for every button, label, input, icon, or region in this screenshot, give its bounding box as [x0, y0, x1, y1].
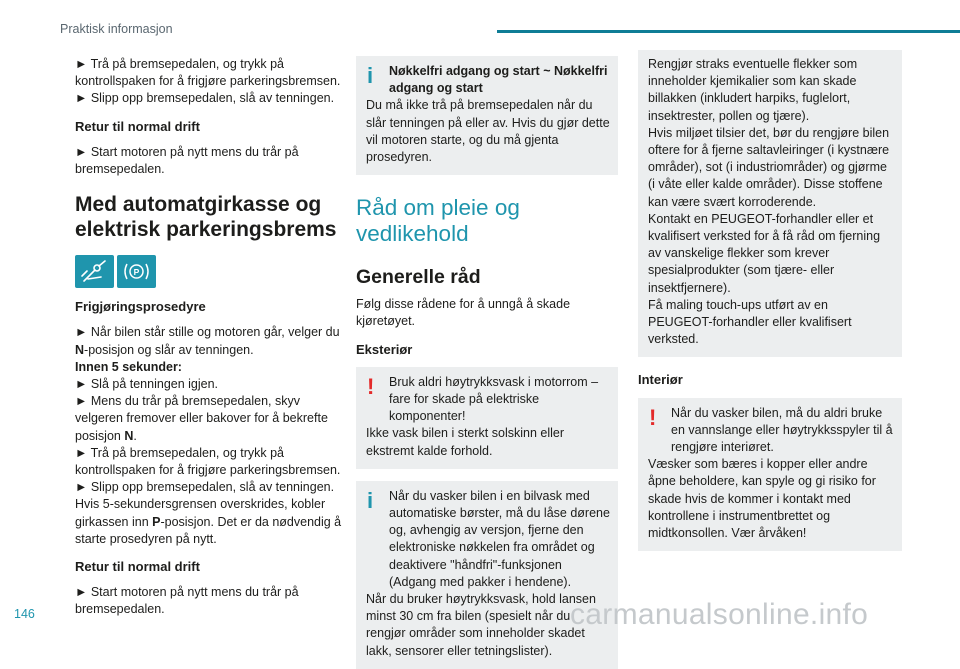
warning-text-2: Ikke vask bilen i sterkt solskinn eller ekstremt kalde forhold. [366, 426, 564, 458]
icon-row [75, 255, 343, 288]
parking-brake-icon [117, 255, 156, 288]
stains-text-1: Rengjør straks eventuelle flekker som inneholder kjemikalier som kan skade billakken (inkludert harpiks, fuglelort, insektrester, pollen og tjære). [648, 57, 858, 123]
intro-text: Følg disse rådene for å unngå å skade kjøretøyet. [356, 297, 571, 329]
step-restart-engine-2: ► Start motoren på nytt mens du trår på bremsepedalen. [75, 585, 299, 617]
step-release-brake-2: ► Trå på bremsepedalen, og trykk på kontrollspaken for å frigjøre parkeringsbremsen. [75, 445, 341, 478]
warning-icon: ! [367, 373, 375, 399]
subheading-interior: Interiør [638, 372, 683, 388]
within-5-seconds: Innen 5 sekunder: [75, 359, 182, 374]
column-1 [75, 56, 343, 619]
subheading-exterior: Eksteriør [356, 341, 413, 357]
svg-text:P: P [133, 267, 140, 278]
step-ignition-off-2: ► Slipp opp bremsepedalen, slå av tenningen. [75, 480, 335, 495]
heading-care-maintenance: Råd om pleie og vedlikehold [356, 195, 520, 247]
watermark: carmanualsonline.info [570, 598, 869, 631]
column-2 [356, 56, 618, 669]
subheading-release-procedure: Frigjøringsprosedyre [75, 299, 206, 315]
warning-box-interior [638, 398, 902, 552]
stains-text-4: Få maling touch-ups utført av en PEUGEOT-forhandler eller kvalifisert verksted. [648, 297, 852, 347]
info-text-2: Når du bruker høytrykksvask, hold lansen minst 30 cm fra bilen (spesielt når du rengjør områder som inneholder skadet lakk, sensorer eller tetningslister). [366, 592, 596, 658]
info-box-title: Nøkkelfri adgang og start ~ Nøkkelfri adgang og start [389, 64, 608, 96]
info-box-car-wash [356, 481, 618, 669]
step-confirm-n: ► Mens du trår på bremsepedalen, skyv velgeren fremover eller bakover for å bekrefte posisjon N. [75, 394, 328, 443]
info-box-text: Du må ikke trå på bremsepedalen når du slår tenningen på eller av. Hvis du gjør dette vil motoren starte, og du må gjenta prosedyren. [366, 98, 610, 165]
warning-icon: ! [649, 404, 657, 430]
timeout-note: Hvis 5-sekundersgrensen overskrides, kobler girkassen inn P-posisjon. Det er da nødvendig å starte prosedyren på nytt. [75, 497, 342, 546]
step-release-brake: ► Trå på bremsepedalen, og trykk på kontrollspaken for å frigjøre parkeringsbremsen. [75, 57, 341, 89]
step-ignition-off: ► Slipp opp bremsepedalen, slå av tenningen. [75, 91, 335, 106]
step-ignition-on: ► Slå på tenningen igjen. [75, 377, 219, 392]
stains-text-3: Kontakt en PEUGEOT-forhandler eller et kvalifisert verksted for å få råd om fjerning av vanskelige flekker som krever spesialprodukter (som tjære- eller insektfjernere). [648, 211, 881, 295]
page-number: 146 [14, 607, 35, 621]
gearbox-icon [75, 255, 114, 288]
step-select-n: ► Når bilen står stille og motoren går, velger du N-posisjon og slår av tenningen. [75, 325, 340, 357]
column-3 [638, 50, 902, 551]
section-title: Praktisk informasjon [60, 22, 173, 36]
subheading-return-normal-2: Retur til normal drift [75, 559, 200, 575]
info-box-stains [638, 50, 902, 357]
warning-text-1: Bruk aldri høytrykksvask i motorrom – fare for skade på elektriske komponenter! [389, 374, 599, 424]
stains-text-2: Hvis miljøet tilsier det, bør du rengjøre bilen oftere for å fjerne saltavleiringer (i kystnære områder), sot (i industriområder) og gjørme (i våte eller kalde områder). Disse stoffene kan være svært korroderende. [648, 125, 890, 209]
interior-warning-1: Når du vasker bilen, må du aldri bruke en vannslange eller høytrykksspyler til å rengjøre interiøret. [671, 405, 893, 455]
interior-warning-2: Væsker som bæres i kopper eller andre åpne beholdere, kan spyle og gi risiko for skade hvis de kommer i kontakt med kontrollene i instrumentbrettet og midtkonsollen. Vær årvåken! [648, 457, 876, 541]
info-icon: i [367, 63, 374, 88]
heading-general-advice: Generelle råd [356, 266, 481, 289]
step-restart-engine: ► Start motoren på nytt mens du trår på bremsepedalen. [75, 144, 299, 177]
info-icon: i [367, 487, 374, 513]
header-rule [497, 30, 960, 33]
warning-box-high-pressure [356, 367, 618, 469]
info-text-1: Når du vasker bilen i en bilvask med automatiske børster, må du låse dørene og, avhengig av versjon, fjerne den elektroniske nøkkelen fra området og deaktivere "håndfri"-funksjonen (Adgang med pakker i hendene). [389, 488, 610, 589]
info-box-keyless [356, 56, 618, 175]
heading-automatic-gearbox: Med automatgirkasse og elektrisk parkeringsbrems [75, 193, 337, 242]
subheading-return-normal: Retur til normal drift [75, 118, 200, 134]
